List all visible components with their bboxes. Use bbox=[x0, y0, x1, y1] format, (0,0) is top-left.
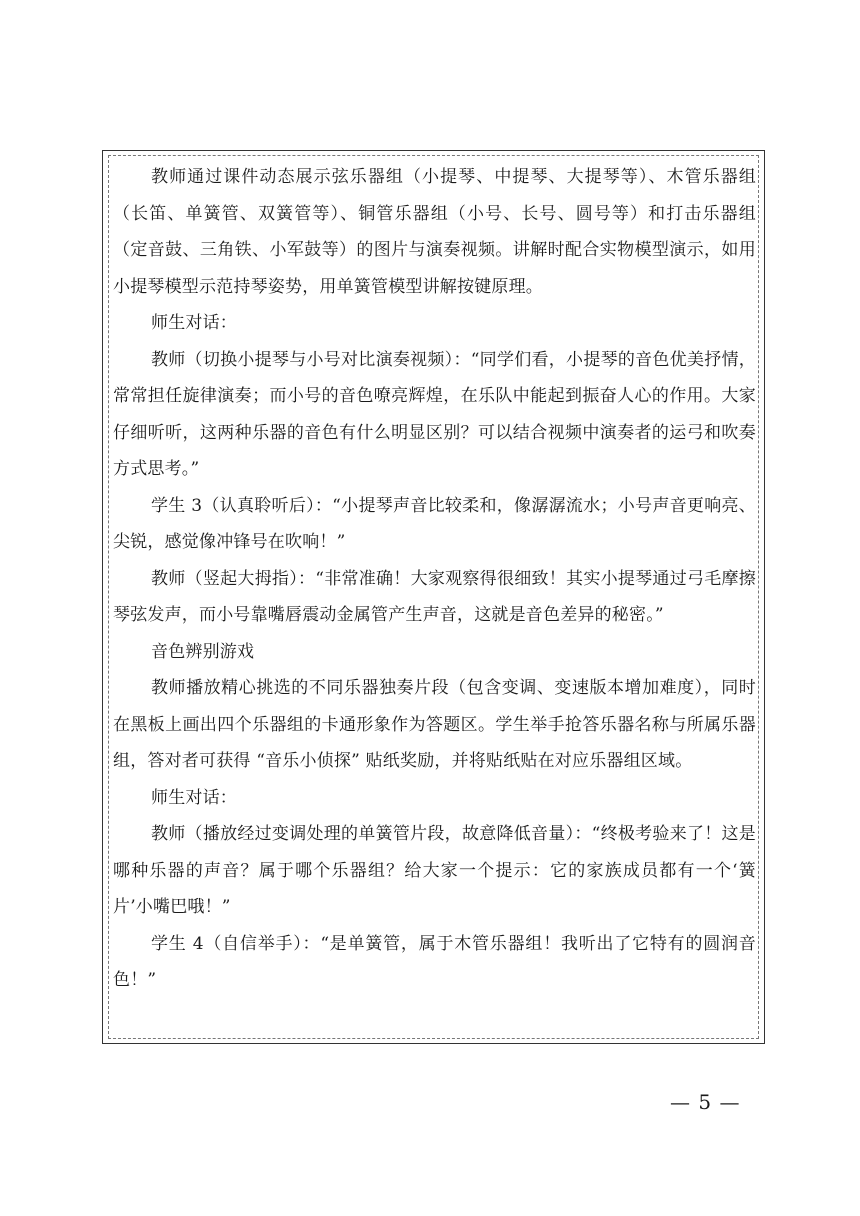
paragraph-instrument-groups: 教师通过课件动态展示弦乐器组（小提琴、中提琴、大提琴等）、木管乐器组（长笛、单簧管、双簧管等）、铜管乐器组（小号、长号、圆号等）和打击乐器组（定音鼓、三角铁、小军鼓等）的图片与演奏视频。讲解时配合实物模型演示，如用小提琴模型示范持琴姿势，用单簧管模型讲解按键原理。 bbox=[113, 167, 756, 297]
paragraph-student-3-answer: 学生 3（认真聆听后）：“小提琴声音比较柔和，像潺潺流水；小号声音更响亮、尖锐，感觉像冲锋号在吹响！” bbox=[113, 495, 756, 552]
lesson-content-frame bbox=[102, 150, 765, 1044]
page-number: — 5 — bbox=[670, 1090, 741, 1114]
paragraph-dialogue-heading-1: 师生对话： bbox=[151, 313, 237, 333]
paragraph-teacher-final-test: 教师（播放经过变调处理的单簧管片段，故意降低音量）：“终极考验来了！这是哪种乐器的声音？属于哪个乐器组？给大家一个提示：它的家族成员都有一个‘簧片’小嘴巴哦！” bbox=[113, 824, 756, 917]
paragraph-game-heading: 音色辨别游戏 bbox=[151, 641, 255, 662]
lesson-text-body bbox=[113, 159, 756, 1038]
dashed-inner-frame bbox=[108, 155, 759, 1039]
paragraph-student-4-answer: 学生 4（自信举手）：“是单簧管，属于木管乐器组！我听出了它特有的圆润音色！” bbox=[113, 933, 756, 990]
paragraph-teacher-praise: 教师（竖起大拇指）：“非常准确！大家观察得很细致！其实小提琴通过弓毛摩擦琴弦发声，而小号靠嘴唇震动金属管产生声音，这就是音色差异的秘密。” bbox=[113, 568, 756, 625]
paragraph-teacher-video-question: 教师（切换小提琴与小号对比演奏视频）：“同学们看，小提琴的音色优美抒情，常常担任旋律演奏；而小号的音色嘹亮辉煌，在乐队中能起到振奋人心的作用。大家仔细听听，这两种乐器的音色有什么明显区别？可以结合视频中演奏者的运弓和吹奏方式思考。” bbox=[113, 349, 756, 479]
paragraph-game-description: 教师播放精心挑选的不同乐器独奏片段（包含变调、变速版本增加难度），同时在黑板上画出四个乐器组的卡通形象作为答题区。学生举手抢答乐器名称与所属乐器组，答对者可获得 “音乐小侦探” 贴纸奖励，并将贴纸贴在对应乐器组区域。 bbox=[113, 678, 756, 771]
paragraph-dialogue-heading-2: 师生对话： bbox=[151, 787, 237, 808]
